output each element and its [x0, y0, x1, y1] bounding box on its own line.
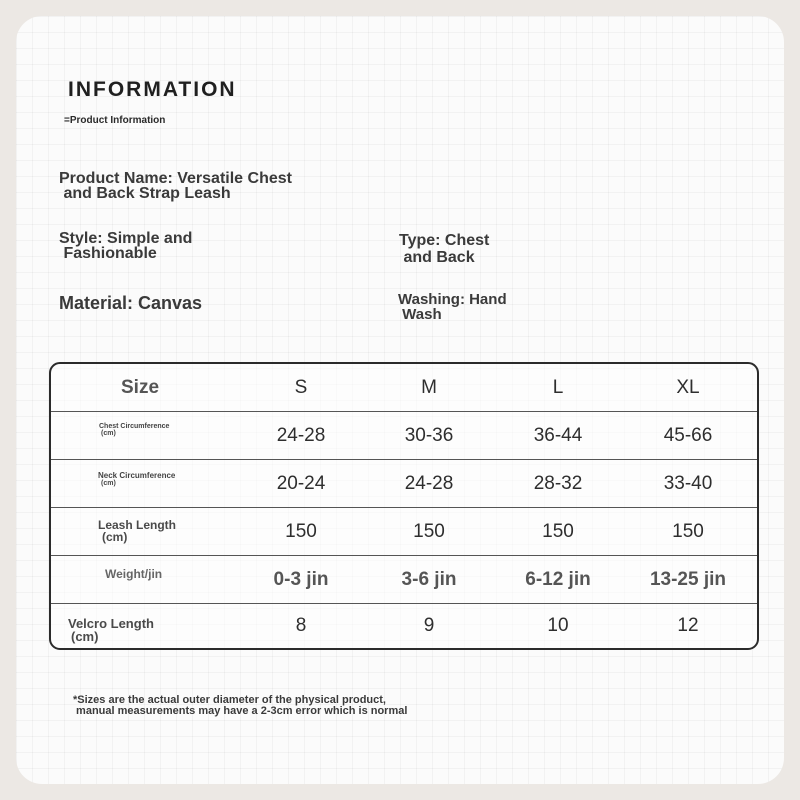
table-cell: 150 [285, 520, 317, 542]
neck-label-line1: Neck Circumference [98, 471, 176, 480]
table-cell: 6-12 jin [525, 568, 591, 590]
page-title: INFORMATION [68, 78, 237, 101]
size-header-s: S [294, 376, 308, 398]
table-cell: 150 [542, 520, 574, 542]
size-header-xl: XL [676, 376, 700, 398]
leash-label-line1: Leash Length [98, 518, 177, 532]
product-name [59, 171, 292, 201]
table-row-weight [51, 556, 757, 604]
table-row-chest [51, 412, 757, 460]
table-cell: 36-44 [533, 424, 583, 446]
velcro-label-line2: (cm) [71, 629, 99, 644]
size-header-m: M [421, 376, 437, 398]
type-info [399, 232, 489, 266]
size-table [49, 362, 759, 650]
washing-line1: Washing: Hand [398, 291, 507, 308]
table-cell: 150 [413, 520, 445, 542]
weight-label: Weight/jin [105, 567, 163, 581]
size-header-l: L [552, 376, 564, 398]
size-footnote [73, 695, 407, 717]
chest-label-line1: Chest Circumference [99, 423, 170, 430]
table-cell: 0-3 jin [273, 568, 329, 590]
material-info: Material: Canvas [59, 293, 203, 313]
style-line2: Fashionable [59, 245, 157, 262]
table-cell: 12 [677, 615, 699, 636]
table-cell: 9 [423, 615, 435, 636]
table-cell: 24-28 [276, 424, 326, 446]
table-cell: 10 [547, 615, 569, 636]
size-column-label: Size [121, 377, 160, 398]
product-name-line2: and Back Strap Leash [59, 185, 231, 202]
chest-label-line2: (cm) [101, 430, 116, 437]
table-row-leash [51, 508, 757, 556]
velcro-label-line1: Velcro Length [68, 616, 154, 631]
table-cell: 24-28 [404, 472, 454, 494]
table-cell: 20-24 [276, 472, 326, 494]
table-cell: 30-36 [404, 424, 454, 446]
table-cell: 3-6 jin [401, 568, 457, 590]
washing-info [398, 292, 507, 322]
table-row-velcro [51, 604, 757, 648]
table-header-row [51, 364, 757, 412]
style-info [59, 231, 192, 261]
page-subtitle: =Product Information [64, 115, 166, 126]
table-cell: 45-66 [663, 424, 713, 446]
type-line2: and Back [399, 249, 475, 266]
footnote-line2: manual measurements may have a 2-3cm error which is normal [73, 705, 408, 717]
table-row-neck [51, 460, 757, 508]
table-cell: 8 [295, 615, 307, 636]
style-line1: Style: Simple and [59, 230, 193, 247]
washing-line2: Wash [398, 306, 442, 323]
table-cell: 13-25 jin [649, 568, 727, 590]
product-info-card [16, 16, 784, 784]
footnote-line1: *Sizes are the actual outer diameter of the physical product, [73, 694, 386, 706]
table-cell: 28-32 [533, 472, 583, 494]
type-line1: Type: Chest [399, 232, 490, 249]
table-cell: 33-40 [663, 472, 713, 494]
table-cell: 150 [672, 520, 704, 542]
neck-label-line2: (cm) [101, 480, 116, 487]
leash-label-line2: (cm) [102, 530, 128, 544]
product-name-line1: Product Name: Versatile Chest [59, 170, 292, 187]
